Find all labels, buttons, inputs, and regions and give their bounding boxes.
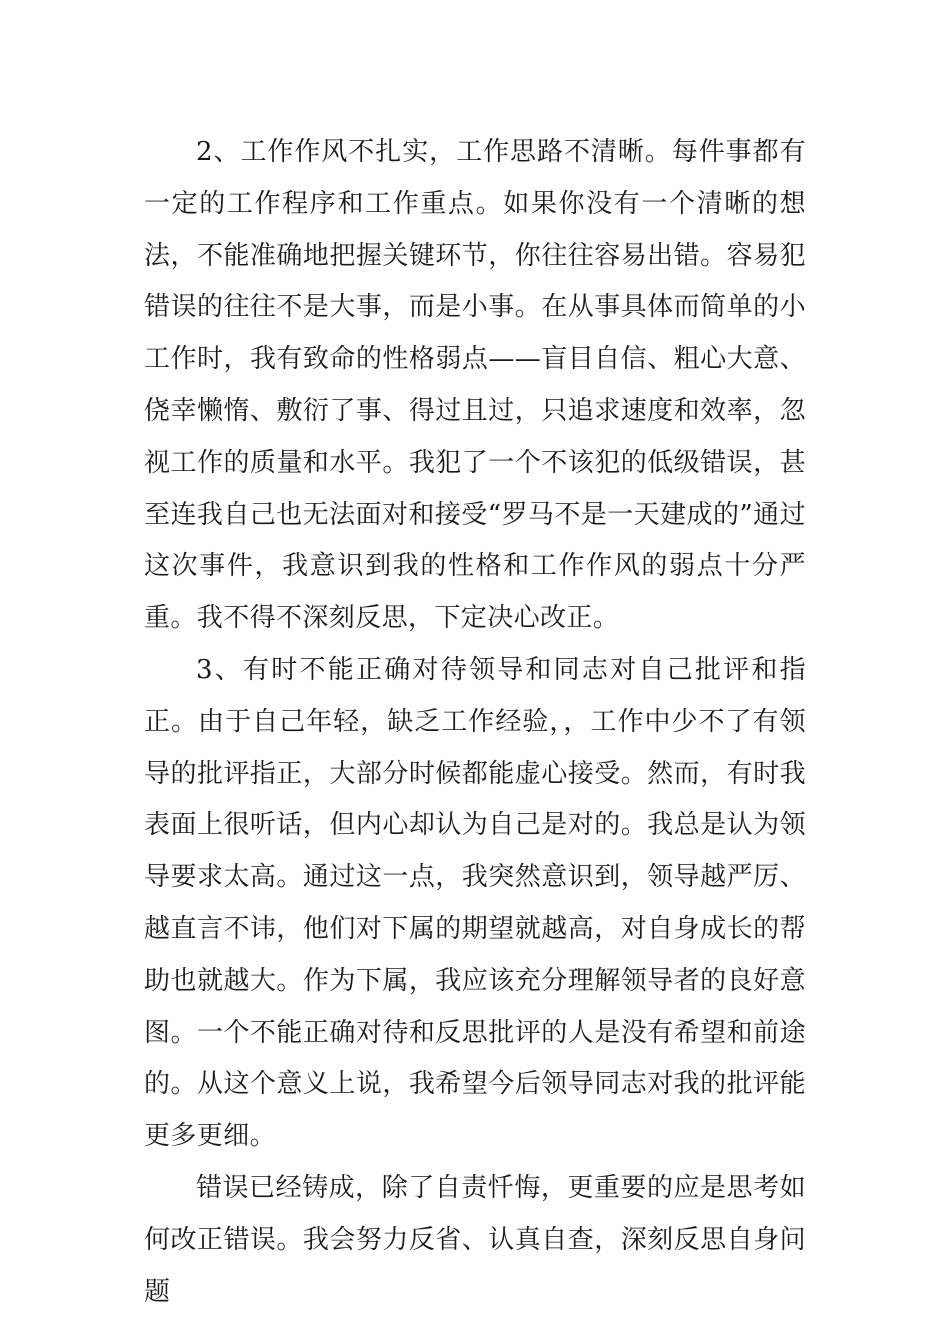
paragraph-correction: 错误已经铸成，除了自责忏悔，更重要的应是思考如何改正错误。我会努力反省、认真自查，深刻反思自身问题	[144, 1172, 806, 1307]
paragraph-criticism: 3、有时不能正确对待领导和同志对自己批评和指正。由于自己年轻，缺乏工作经验，，工作中少不了有领导的批评指正，大部分时候都能虚心接受。然而，有时我表面上很听话，但内心却认为自己是对的。我总是认为领导要求太高。通过这一点，我突然意识到，领导越严厉、越直言不讳，他们对下属的期望就越高，对自身成长的帮助也就越大。作为下属，我应该充分理解领导者的良好意图。一个不能正确对待和反思批评的人是没有希望和前途的。从这个意义上说，我希望今后领导同志对我的批评能更多更细。	[144, 654, 806, 1152]
document-body	[144, 127, 806, 1318]
paragraph-work-style: 2、工作作风不扎实，工作思路不清晰。每件事都有一定的工作程序和工作重点。如果你没有一个清晰的想法，不能准确地把握关键环节，你往往容易出错。容易犯错误的往往不是大事，而是小事。在从事具体而简单的小工作时，我有致命的性格弱点——盲目自信、粗心大意、侥幸懒惰、敷衍了事、得过且过，只追求速度和效率，忽视工作的质量和水平。我犯了一个不该犯的低级错误，甚至连我自己也无法面对和接受“罗马不是一天建成的”通过这次事件，我意识到我的性格和工作作风的弱点十分严重。我不得不深刻反思，下定决心改正。	[144, 137, 806, 634]
